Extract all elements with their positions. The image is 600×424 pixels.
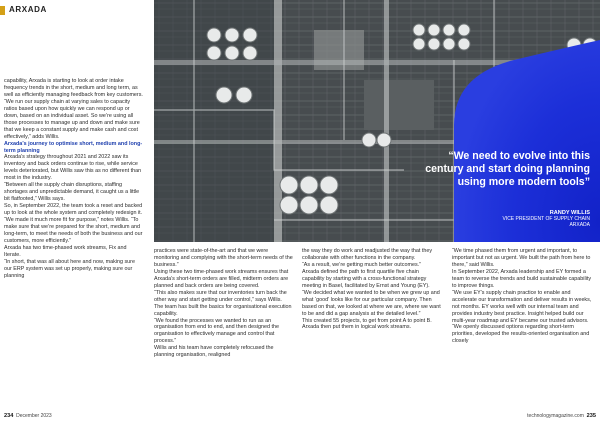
paragraph: “In short, that was all about here and now, making sure our ERP system was set up properly, making sure our planning xyxy=(4,258,135,279)
issue-date: December 2023 xyxy=(16,413,52,419)
paragraph: “As a result, we’re getting much better outcomes.” xyxy=(302,261,421,268)
paragraph: “Between all the supply chain disruptions, staffing shortages and unpredictable demand, it caught us a little bit flatfooted,” Willis says. xyxy=(4,182,140,203)
magazine-site[interactable]: technologymagazine.com xyxy=(527,413,584,419)
paragraph: “We found the processes we wanted to run as an organisation from end to end, and then designed the organisation to effectively manage and control that process.” xyxy=(154,317,279,345)
paragraph: Willis and his team have completely refocused the planning organisation, realigned xyxy=(154,345,274,359)
paragraph: Using these two time-phased work streams ensures that Arxada’s short-term orders are filled, midterm orders are planned and back orders are being covered. xyxy=(154,268,289,289)
paragraph: In September 2022, Arxada leadership and EY formed a team to reverse the trends and build sustainable capability to improve things. xyxy=(452,268,592,289)
paragraph: “We use EY’s supply chain practice to enable and accelerate our transformation and deliver results in weeks, not months. EY works well with our internal team and provides industry best practice. Insight helped build our multi-year roadmap and EY became our trusted advisors. xyxy=(452,289,592,324)
footer-left xyxy=(4,413,52,419)
paragraph: “We openly discussed options regarding short-term priorities, developed the results-oriented organisation and closely xyxy=(452,324,590,345)
left-page-number: 234 xyxy=(4,413,14,419)
section-subheading: Arxada’s journey to optimise short, medium and long-term planning xyxy=(4,140,143,154)
article-column-3 xyxy=(302,248,442,331)
industrial-plant-aerial-photo xyxy=(154,0,600,242)
quote-author-name: RANDY WILLIS xyxy=(549,210,590,216)
header-accent-bar xyxy=(0,6,5,15)
paragraph: “We time phased them from urgent and important, to important but not as urgent. We built the path from here to there,” said Willis. xyxy=(452,248,591,268)
article-column-1 xyxy=(4,78,144,280)
article-column-2 xyxy=(154,248,294,359)
paragraph: practices were state-of-the-art and that we were monitoring and complying with the short-term needs of the business.” xyxy=(154,248,293,268)
paragraph: Arxada’s strategy throughout 2021 and 2022 saw its inventory and back orders continue to rise, while service levels deteriorated, but Willis saw this as no different than most in the industry. xyxy=(4,154,142,182)
quote-attribution xyxy=(418,210,590,229)
right-page-number: 235 xyxy=(586,413,596,419)
section-title: ARXADA xyxy=(9,5,47,14)
paragraph: This created 55 projects, to get from point A to point B. Arxada then put them in logical work streams. xyxy=(302,317,432,331)
footer-right xyxy=(527,413,596,419)
quote-author-role: VICE PRESIDENT OF SUPPLY CHAIN xyxy=(502,216,590,223)
quote-author-company: ARXADA xyxy=(569,222,590,229)
paragraph: The team has built the basics for organisational execution capability. xyxy=(154,303,292,317)
pull-quote: “We need to evolve into this century and start doing planning using more modern tools” xyxy=(425,150,590,188)
paragraph: the way they do work and readjusted the way that they collaborate with other functions in the company. xyxy=(302,248,433,261)
paragraph: Arxada has two time-phased work streams, Fix and Iterate. xyxy=(4,244,127,258)
paragraph: “We run our supply chain at varying sales to capacity ratios based upon how quickly we can respond up or down, based on an individual asset. So we’re using all those processes to manage up and down and make sure that we keep a constant supply and make cash and cost effectively,” adds Willis. xyxy=(4,98,140,140)
photo-illustration xyxy=(154,0,600,242)
paragraph: capability, Arxada is starting to look at order intake frequency trends in the short, medium and long term, as well as efficiently managing feedback from key customers. xyxy=(4,78,143,98)
paragraph: “We made it much more fit for purpose,” notes Willis. “To make sure that we’re prepared for the short, medium and long-term, to meet the needs of both the business and our customers, more efficiently.” xyxy=(4,217,143,244)
paragraph: So, in September 2022, the team took a reset and backed up to look at the whole system and completely redesign it. xyxy=(4,203,143,217)
paragraph: “This also makes sure that our inventories turn back the other way and start getting under control,” says Willis. xyxy=(154,289,287,303)
article-column-4 xyxy=(452,248,596,345)
paragraph: Arxada defined the path to first quartile five chain capability by starting with a cross-functional strategy meeting in Basel, facilitated by Ernst and Young (EY). xyxy=(302,268,430,289)
paragraph: “We decided what we wanted to be when we grew up and what ‘good’ looks like for our particular company. Then based on that, we looked at where we are, where we want to be and did a gap analysis at the detailed level.” xyxy=(302,289,441,317)
